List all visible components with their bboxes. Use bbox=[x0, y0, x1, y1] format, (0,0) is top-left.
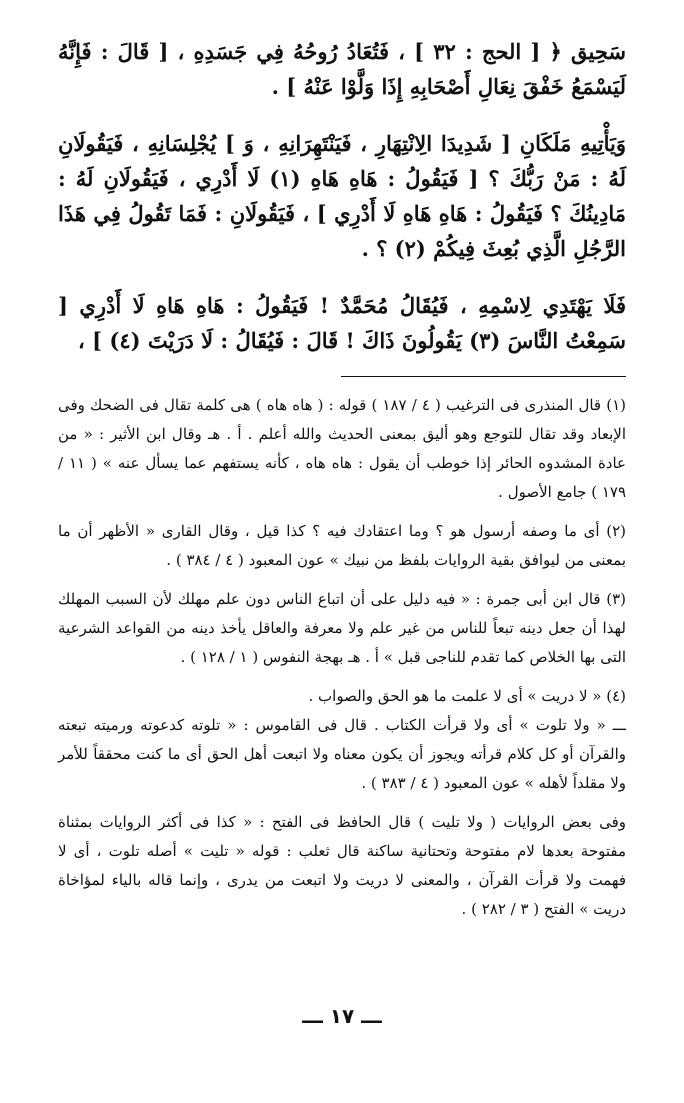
footnotes bbox=[58, 391, 626, 924]
main-paragraph-1: سَحِيق ﴿ [ الحج : ٣٢ ] ، فَتُعَادُ رُوحُهُ فِي جَسَدِهِ ، [ قَالَ : فَإِنَّهُ لَيَسْمَعُ خَفْقَ نِعَالِ أَصْحَابِهِ إِذَا وَلَّوْا عَنْهُ ] . bbox=[58, 39, 626, 99]
footnote-separator bbox=[341, 376, 626, 377]
main-paragraph-3: فَلَا يَهْتَدِي لِاسْمِهِ ، فَيُقَالُ مُحَمَّدٌ ! فَيَقُولُ : هَاهِ هَاهِ لَا أَدْرِي [ سَمِعْتُ النَّاسَ (٣) يَقُولُونَ ذَاكَ ! قَالَ : فَيُقَالُ : لَا دَرَيْتَ (٤) ] ، bbox=[58, 293, 626, 353]
footnote-4-variant: وفى بعض الروايات ( ولا تليت ) قال الحافظ فى الفتح : « كذا فى أكثر الروايات بمثناة مفتوحة بعدها لام مفتوحة وتحتانية ساكنة قال ثعلب : قوله « تليت » أصله تلوت ، أى لا فهمت ولا قرأت القرآن ، والمعنى لا دريت ولا اتبعت من يدرى ، وإنما قاله بالياء لمؤاخاة دريت » الفتح ( ٣ / ٢٨٢ ) . bbox=[58, 813, 626, 918]
footnote-4-continued: ـــ « ولا تلوت » أى ولا قرأت الكتاب . قال فى القاموس : « تلوته كدعوته ورميته تبعته والقرآن أو كل كلام قرأته ويجوز أن يكون معناه ولا اتبعت أهل الحق أى ما كنت محققاً للأمر ولا مقلداً لأهله » عون المعبود ( ٤ / ٣٨٣ ) . bbox=[58, 716, 626, 792]
footnote-2: (٢) أى ما وصفه أرسول هو ؟ وما اعتقادك فيه ؟ كذا قيل ، وقال القارى « الأظهر أن ما بمعنى من ليوافق بقية الروايات بلفظ من نبيك » عون المعبود ( ٤ / ٣٨٤ ) . bbox=[58, 522, 626, 569]
page-number: ـــ ١٧ ـــ bbox=[302, 1004, 382, 1028]
main-text bbox=[58, 34, 626, 358]
footnote-3: (٣) قال ابن أبى جمرة : « فيه دليل على أن اتباع الناس دون علم مهلك لأن السبب المهلك لهذا أن جعل دينه تبعاً للناس من غير علم ولا معرفة والعاقل يأخذ دينه من القواعد الشرعية التى بها الخلاص كما تقدم للناجى قبل » أ . هـ بهجة النفوس ( ١ / ١٢٨ ) . bbox=[58, 590, 626, 666]
main-paragraph-2: وَيَأْتِيهِ مَلَكَانِ [ شَدِيدَا الِانْتِهَارِ ، فَيَنْتَهِرَانِهِ ، وَ ] يُجْلِسَانِهِ ، فَيَقُولَانِ لَهُ : مَنْ رَبُّكَ ؟ [ فَيَقُولُ : هَاهِ هَاهِ (١) لَا أَدْرِي ، فَيَقُولَانِ لَهُ : مَادِينُكَ ؟ فَيَقُولُ : هَاهِ هَاهِ لَا أَدْرِي ] ، فَيَقُولَانِ : فَمَا تَقُولُ فِي هَذَا الرَّجُلِ الَّذِي بُعِثَ فِيكُمْ (٢) ؟ . bbox=[58, 131, 626, 261]
footnote-4: (٤) « لا دريت » أى لا علمت ما هو الحق والصواب . bbox=[308, 687, 626, 705]
footnote-1: (١) قال المنذرى فى الترغيب ( ٤ / ١٨٧ ) قوله : ( هاه هاه ) هى كلمة تقال فى الضحك وفى الإبعاد وقد تقال للتوجع وهو أليق بمعنى الحديث والله أعلم . أ . هـ وقال ابن الأثير : « من عادة المشدوه الحائر إذا خوطب أن يقول : هاه هاه ، كأنه يستفهم عما يسأل عنه » ( ١١ / ١٧٩ ) جامع الأصول . bbox=[58, 396, 626, 501]
